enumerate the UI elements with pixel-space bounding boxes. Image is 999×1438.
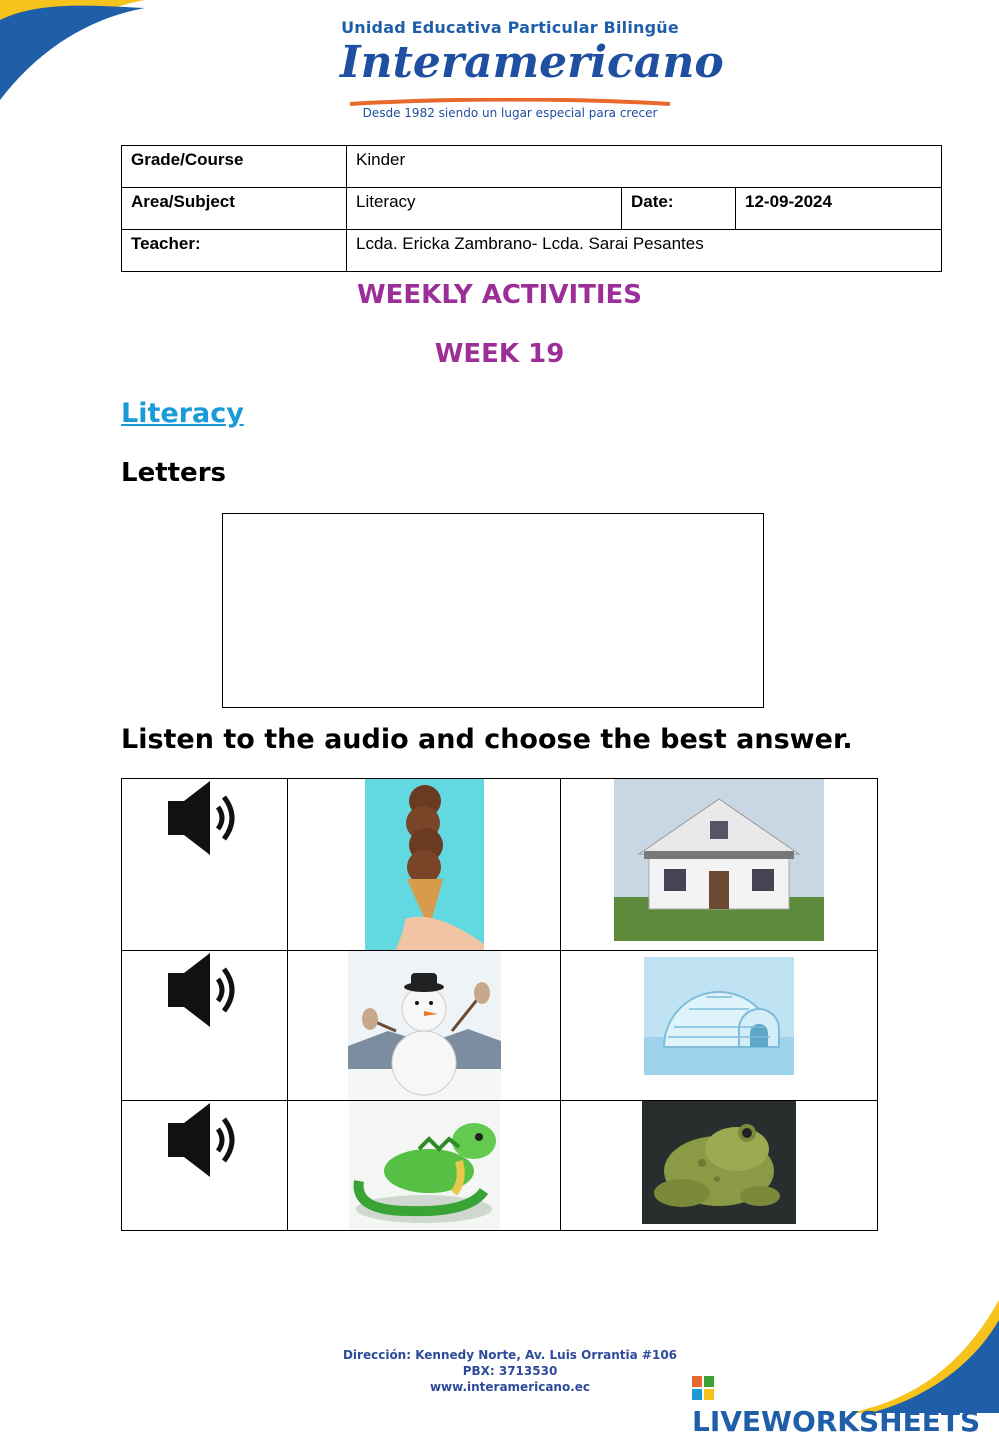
letters-box[interactable] bbox=[222, 513, 764, 708]
frog-image[interactable] bbox=[642, 1101, 796, 1224]
weekly-title: WEEKLY ACTIVITIES bbox=[356, 280, 643, 310]
footer-phone: PBX: 3713530 bbox=[462, 1364, 558, 1378]
school-motto: Desde 1982 siendo un lugar especial para crecer bbox=[362, 106, 658, 120]
audio-cell bbox=[121, 1100, 288, 1231]
watermark-text: LIVEWORKSHEETS bbox=[692, 1405, 981, 1438]
instruction-text: Listen to the audio and choose the best answer. bbox=[121, 724, 853, 755]
snowman-image[interactable] bbox=[348, 951, 501, 1101]
ice-cream-image[interactable] bbox=[365, 779, 484, 951]
option-cell[interactable] bbox=[560, 1100, 878, 1231]
house-image[interactable] bbox=[614, 779, 824, 941]
school-logo bbox=[340, 18, 724, 128]
iguana-image[interactable] bbox=[349, 1101, 500, 1231]
liveworksheets-watermark bbox=[692, 1372, 999, 1438]
option-cell[interactable] bbox=[287, 950, 561, 1101]
igloo-image[interactable] bbox=[644, 957, 794, 1075]
footer-address: Dirección: Kennedy Norte, Av. Luis Orrantia #106 bbox=[342, 1348, 678, 1362]
option-cell[interactable] bbox=[560, 778, 878, 951]
date-label: Date: bbox=[622, 188, 736, 230]
date-value: 12-09-2024 bbox=[736, 188, 942, 230]
area-label: Area/Subject bbox=[122, 188, 347, 230]
school-name: Unidad Educativa Particular Bilingüe bbox=[341, 18, 679, 37]
course-info-table bbox=[121, 145, 942, 272]
grade-value: Kinder bbox=[347, 146, 942, 188]
speaker-icon[interactable] bbox=[166, 951, 246, 1029]
week-title: WEEK 19 bbox=[434, 339, 565, 369]
option-cell[interactable] bbox=[287, 1100, 561, 1231]
grade-label: Grade/Course bbox=[122, 146, 347, 188]
speaker-icon[interactable] bbox=[166, 1101, 246, 1179]
teacher-label: Teacher: bbox=[122, 230, 347, 272]
corner-decoration-top-left bbox=[0, 0, 145, 105]
answer-grid bbox=[121, 778, 878, 1231]
area-value: Literacy bbox=[347, 188, 622, 230]
liveworksheets-logo-icon bbox=[692, 1376, 714, 1400]
teacher-value: Lcda. Ericka Zambrano- Lcda. Sarai Pesantes bbox=[347, 230, 942, 272]
option-cell[interactable] bbox=[287, 778, 561, 951]
section-title: Literacy bbox=[121, 398, 244, 429]
footer-website[interactable]: www.interamericano.ec bbox=[429, 1380, 591, 1394]
audio-cell bbox=[121, 950, 288, 1101]
speaker-icon[interactable] bbox=[166, 779, 246, 857]
option-cell[interactable] bbox=[560, 950, 878, 1101]
audio-cell bbox=[121, 778, 288, 951]
letters-title: Letters bbox=[121, 458, 226, 488]
school-brand: Interamericano bbox=[340, 37, 724, 88]
footer-contact bbox=[300, 1347, 720, 1395]
